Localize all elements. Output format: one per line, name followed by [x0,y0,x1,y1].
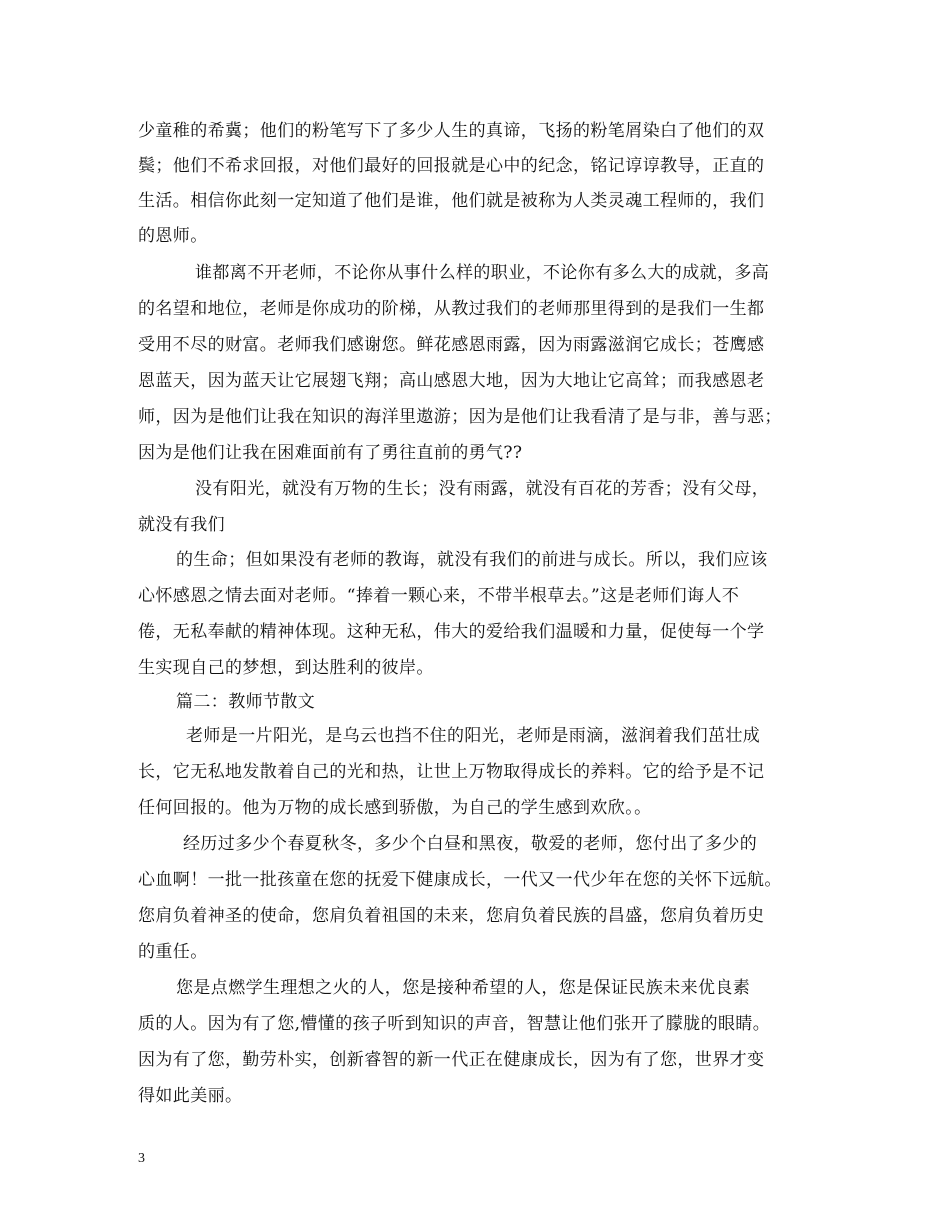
text-line: 的重任。 [138,942,208,962]
text-line: 得如此美丽。 [138,1086,243,1106]
text-line: 质的人。因为有了您,懵懂的孩子听到知识的声音，智慧让他们张开了朦胧的眼睛。 [138,1014,771,1034]
page-number: 3 [138,1151,145,1166]
text-line: 少童稚的希冀；他们的粉笔写下了多少人生的真谛，飞扬的粉笔屑染白了他们的双 [138,121,765,141]
text-line: 经历过多少个春夏秋冬，多少个白昼和黑夜，敬爱的老师，您付出了多少的 [183,834,758,854]
text-line: 的生命；但如果没有老师的教诲，就没有我们的前进与成长。所以，我们应该 [176,550,768,570]
text-line: 因为是他们让我在困难面前有了勇往直前的勇气?? [138,443,523,463]
text-line: 就没有我们 [138,515,225,535]
text-line: 因为有了您，勤劳朴实，创新睿智的新一代正在健康成长，因为有了您，世界才变 [138,1050,765,1070]
text-line: 任何回报的。他为万物的成长感到骄傲，为自己的学生感到欢欣。。 [138,798,652,818]
text-line: 的恩师。 [138,226,208,246]
text-line: 心怀感恩之情去面对老师。“捧着一颗心来，不带半根草去。”这是老师们诲人不 [138,586,740,606]
text-line: 师，因为是他们让我在知识的海洋里遨游；因为是他们让我看清了是与非，善与恶； [138,407,782,427]
text-line: 心血啊！一批一批孩童在您的抚爱下健康成长，一代又一代少年在您的关怀下远航。 [138,870,782,890]
text-line: 的名望和地位，老师是你成功的阶梯，从教过我们的老师那里得到的是我们一生都 [138,299,765,319]
section-heading: 篇二：教师节散文 [176,692,316,712]
text-line: 谁都离不开老师，不论你从事什么样的职业，不论你有多么大的成就，多高 [195,263,770,283]
text-line: 生实现自己的梦想，到达胜利的彼岸。 [138,658,434,678]
text-line: 受用不尽的财富。老师我们感谢您。鲜花感恩雨露，因为雨露滋润它成长；苍鹰感 [138,335,765,355]
text-line: 没有阳光，就没有万物的生长；没有雨露，就没有百花的芳香；没有父母， [195,479,770,499]
text-line: 您是点燃学生理想之火的人，您是接种希望的人，您是保证民族未来优良素 [176,978,751,998]
text-line: 恩蓝天，因为蓝天让它展翅飞翔；高山感恩大地，因为大地让它高耸；而我感恩老 [138,371,765,391]
text-line: 您肩负着神圣的使命，您肩负着祖国的未来，您肩负着民族的昌盛，您肩负着历史 [138,906,765,926]
text-line: 长，它无私地发散着自己的光和热，让世上万物取得成长的养料。它的给予是不记 [138,762,765,782]
text-line: 老师是一片阳光，是乌云也挡不住的阳光，老师是雨滴，滋润着我们茁壮成 [186,726,761,746]
text-line: 倦，无私奉献的精神体现。这种无私，伟大的爱给我们温暖和力量，促使每一个学 [138,622,765,642]
text-line: 鬓；他们不希求回报，对他们最好的回报就是心中的纪念，铭记谆谆教导，正直的 [138,156,765,176]
text-line: 生活。相信你此刻一定知道了他们是谁，他们就是被称为人类灵魂工程师的，我们 [138,191,765,211]
